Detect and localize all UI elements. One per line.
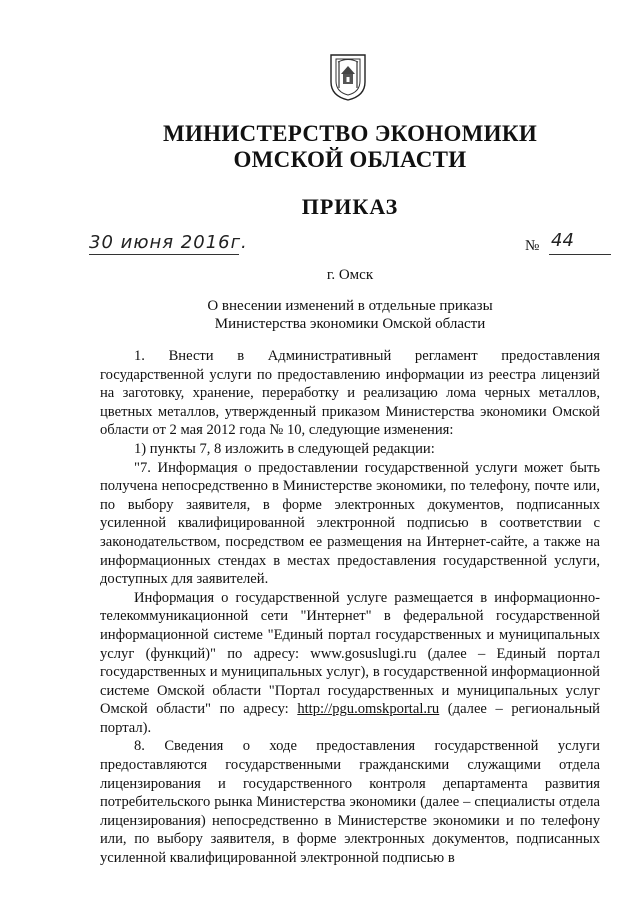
paragraph-4 <box>100 589 600 738</box>
paragraph-5: 8. Сведения о ходе предоставления государственной услуги предоставляются государственными гражданскими служащими отдела лицензирования и государственного контроля департамента развития потребительского рынка Министерства экономики (далее – специалисты отдела лицензирования) непосредственно в Министерстве экономики и по телефону или, по выбору заявителя, в форме электронных документов, подписанных усиленной квалифицированной электронной подписью в <box>100 738 600 867</box>
date-underline <box>89 254 239 255</box>
document-date <box>89 232 249 258</box>
paragraph-4-text: Информация о государственной услуге размещается в информационно-телекоммуникационной сети "Интернет" в федеральной государственной информационной системе "Единый портал государственных и муниципальных услуг (функций)" по адресу: www.gosuslugi.ru (далее – Единый портал государственных и муниципальных услуг), в государственной информационной системе Омской области "Портал государственных и муниципальных услуг Омской области" по адресу: <box>100 589 600 718</box>
city: г. Омск <box>326 267 374 283</box>
paragraph-3: "7. Информация о предоставлении государственной услуги может быть получена непосредственно в Министерстве экономики, по телефону, почте или, по выбору заявителя, в форме электронных документов, подписанных усиленной квалифицированной электронной подписью в соответствии с законодательством, посредством ее размещения на Интернет-сайте, а также на информационных стендах в местах предоставления государственной услуги, доступных для заявителей. <box>100 459 600 588</box>
number-sign: № <box>525 238 540 254</box>
ministry-name-line2: ОМСКОЙ ОБЛАСТИ <box>233 147 467 172</box>
paragraph-4-tail: (далее – региональный портал). <box>100 701 600 736</box>
paragraph-2: 1) пункты 7, 8 изложить в следующей редакции: <box>134 440 435 457</box>
document-subject <box>0 297 640 333</box>
number-underline <box>549 254 611 255</box>
regional-portal-link[interactable]: http://pgu.omskportal.ru <box>297 701 440 718</box>
document-body <box>100 347 600 868</box>
subject-line2: Министерства экономики Омской области <box>214 316 486 332</box>
ministry-name-line1: МИНИСТЕРСТВО ЭКОНОМИКИ <box>162 121 538 146</box>
subject-line1: О внесении изменений в отдельные приказы <box>207 298 493 314</box>
document-type: ПРИКАЗ <box>301 194 399 219</box>
paragraph-1: 1. Внести в Административный регламент предоставления государственной услуги по предоставлению информации из реестра лицензий на заготовку, хранение, переработку и реализацию лома черных металлов, цветных металлов, утвержденный приказом Министерства экономики Омской области от 2 мая 2012 года № 10, следующие изменения: <box>100 348 600 439</box>
date-handwritten: 30 июня 2016г. <box>89 232 248 253</box>
coat-of-arms-icon <box>328 52 368 102</box>
number-handwritten: 44 <box>551 230 574 251</box>
